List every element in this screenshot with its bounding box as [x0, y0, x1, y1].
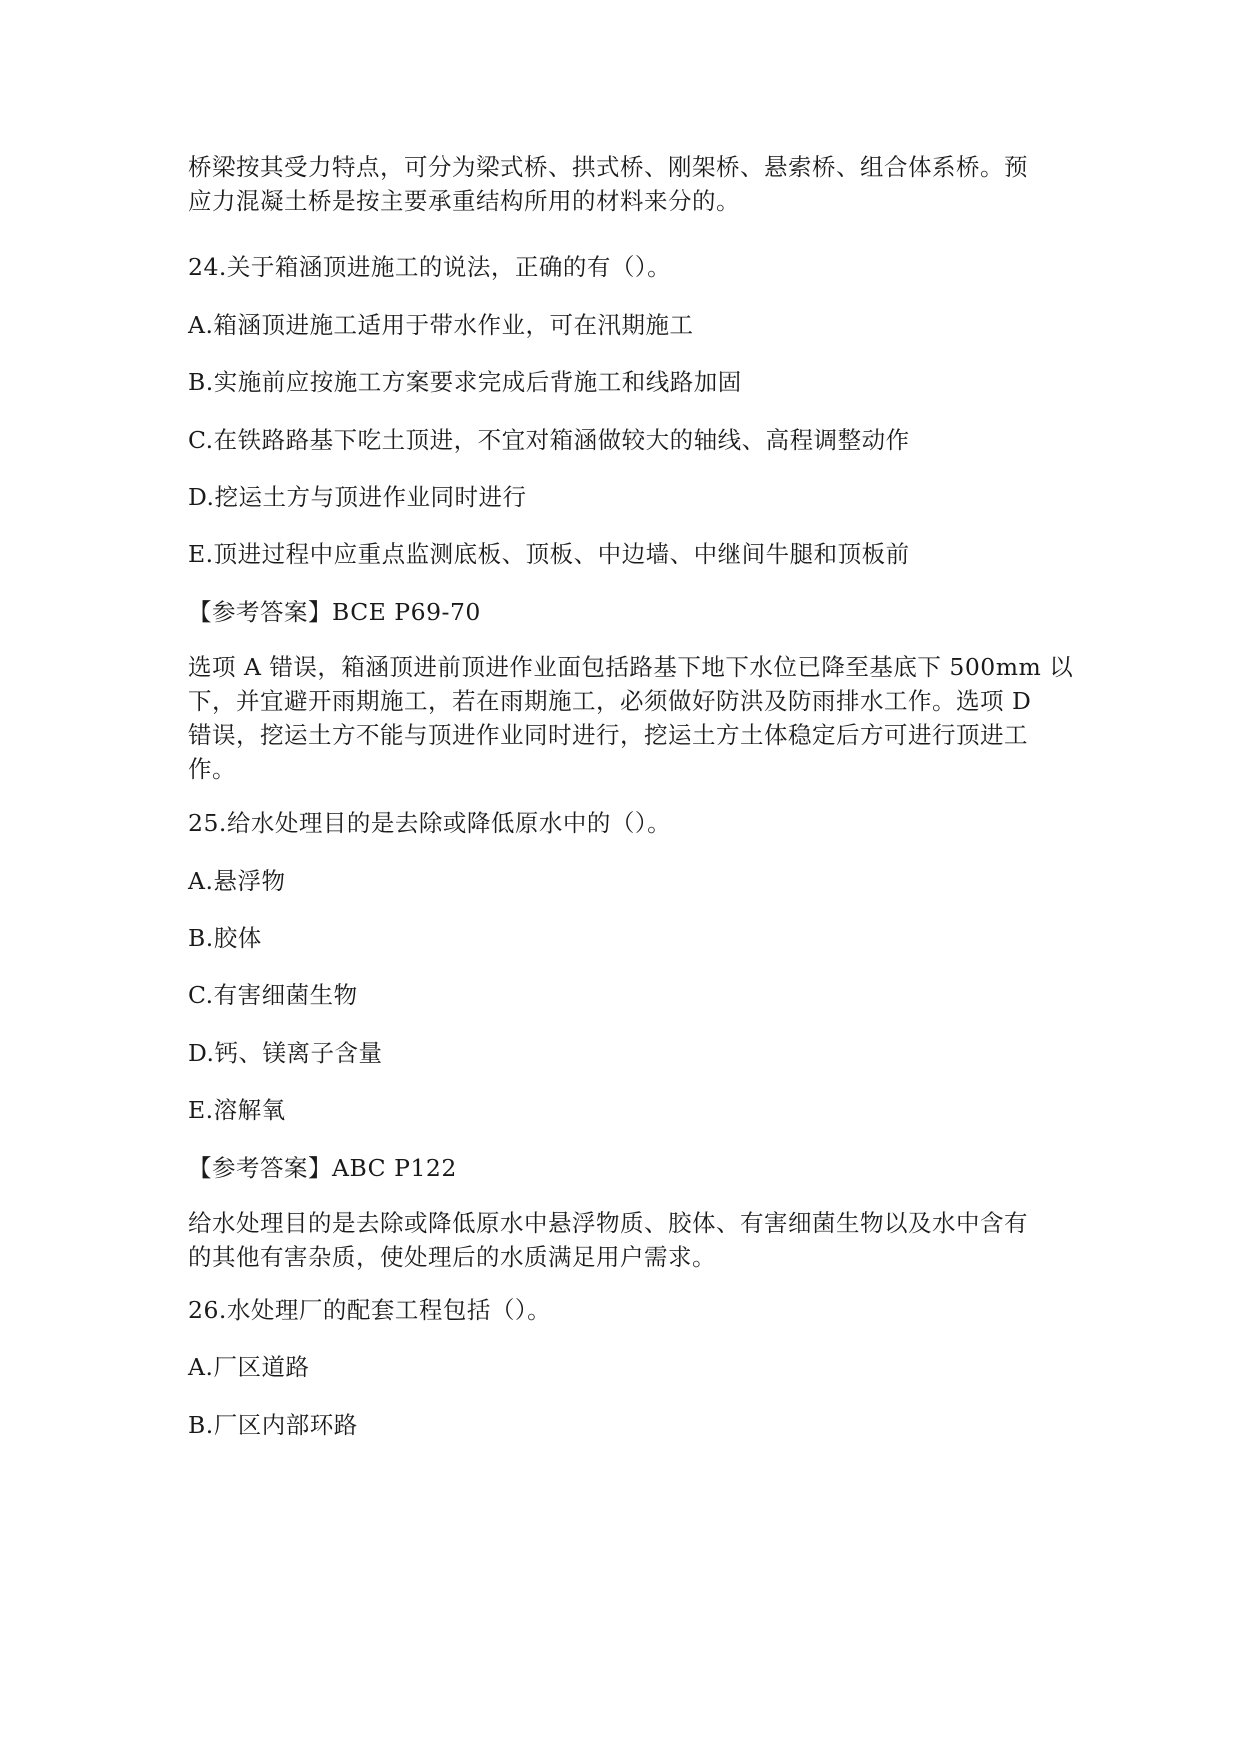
q24-option-a: A.箱涵顶进施工适用于带水作业，可在汛期施工	[188, 311, 694, 339]
q25-option-e: E.溶解氧	[188, 1096, 286, 1124]
explanation-line: 作。	[188, 755, 236, 783]
q24-option-e: E.顶进过程中应重点监测底板、顶板、中边墙、中继间牛腿和顶板前	[188, 540, 910, 568]
q25-option-c: C.有害细菌生物	[188, 981, 358, 1009]
explanation-line: 错误，挖运土方不能与顶进作业同时进行，挖运土方土体稳定后方可进行顶进工	[188, 721, 1028, 749]
q24-option-b: B.实施前应按施工方案要求完成后背施工和线路加固	[188, 368, 742, 396]
explanation-line: 选项 A 错误，箱涵顶进前顶进作业面包括路基下地下水位已降至基底下 500mm 以	[188, 653, 1074, 681]
q25-answer: 【参考答案】ABC P122	[188, 1154, 457, 1182]
q24-explanation	[188, 650, 1074, 786]
explanation-line: 给水处理目的是去除或降低原水中悬浮物质、胶体、有害细菌生物以及水中含有	[188, 1209, 1028, 1237]
intro-paragraph	[188, 150, 1058, 218]
question-25: 25.给水处理目的是去除或降低原水中的（）。	[188, 809, 672, 837]
question-24: 24.关于箱涵顶进施工的说法，正确的有（）。	[188, 253, 672, 281]
q25-option-a: A.悬浮物	[188, 867, 286, 895]
question-26: 26.水处理厂的配套工程包括（）。	[188, 1296, 552, 1324]
q26-option-a: A.厂区道路	[188, 1353, 310, 1381]
q25-option-b: B.胶体	[188, 924, 262, 952]
q24-answer: 【参考答案】BCE P69-70	[188, 598, 481, 626]
q25-option-d: D.钙、镁离子含量	[188, 1039, 383, 1067]
explanation-line: 下，并宜避开雨期施工，若在雨期施工，必须做好防洪及防雨排水工作。选项 D	[188, 687, 1032, 715]
paragraph-line: 应力混凝土桥是按主要承重结构所用的材料来分的。	[188, 187, 740, 215]
explanation-line: 的其他有害杂质，使处理后的水质满足用户需求。	[188, 1243, 716, 1271]
q25-explanation	[188, 1206, 1058, 1274]
q26-option-b: B.厂区内部环路	[188, 1411, 358, 1439]
q24-option-c: C.在铁路路基下吃土顶进，不宜对箱涵做较大的轴线、高程调整动作	[188, 426, 910, 454]
q24-option-d: D.挖运土方与顶进作业同时进行	[188, 483, 527, 511]
paragraph-line: 桥梁按其受力特点，可分为梁式桥、拱式桥、刚架桥、悬索桥、组合体系桥。预	[188, 153, 1028, 181]
